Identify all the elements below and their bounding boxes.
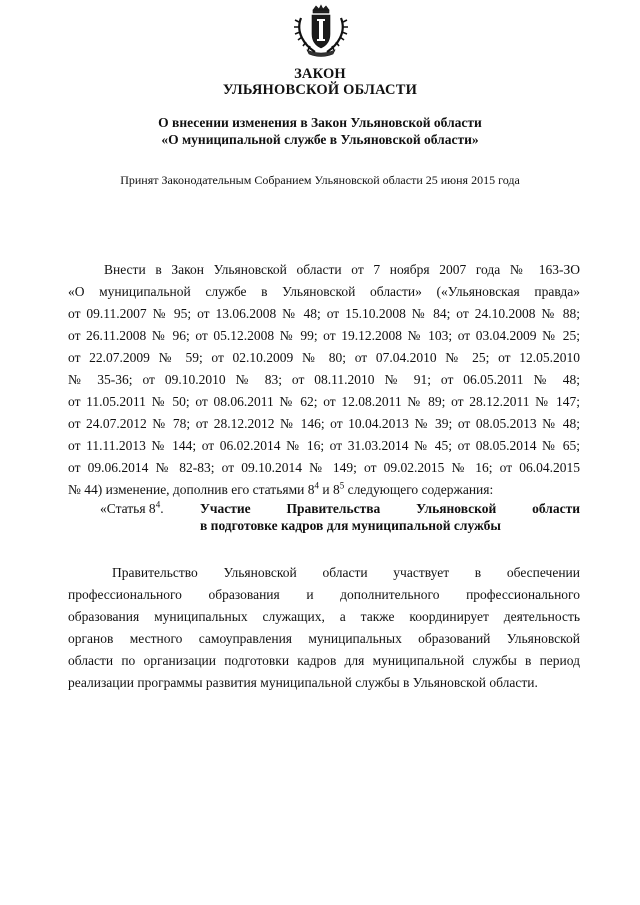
article-title-line1: Участие Правительства Ульяновской области [200, 501, 580, 516]
text-fragment: следующего содержания: [344, 482, 494, 497]
text-fragment: . [160, 501, 164, 516]
paragraph-line: от 09.11.2007 № 95; от 13.06.2008 № 48; от 15.10.2008 № 84; от 24.10.2008 № 88; [68, 306, 580, 321]
law-title-line2: УЛЬЯНОВСКОЙ ОБЛАСТИ [222, 82, 418, 98]
paragraph-line: от 09.06.2014 № 82-83; от 09.10.2014 № 149; от 09.02.2015 № 16; от 06.04.2015 [68, 460, 580, 475]
paragraph-line: «О муниципальной службе в Ульяновской области» («Ульяновская правда» [68, 284, 580, 299]
superscript: 4 [155, 499, 161, 510]
paragraph-line-last: реализации программы развития муниципальной службы в Ульяновской области. [68, 675, 538, 690]
law-subject-line1: О внесении изменения в Закон Ульяновской области [158, 115, 482, 130]
paragraph-line: от 26.11.2008 № 96; от 05.12.2008 № 99; от 19.12.2008 № 103; от 03.04.2009 № 25; [68, 328, 580, 343]
paragraph-line-last [68, 479, 580, 501]
superscript: 5 [339, 480, 345, 491]
text-fragment: «Статья 8 [100, 501, 156, 516]
coat-of-arms-emblem [293, 4, 349, 58]
paragraph-line: области по организации подготовки кадров для муниципальной службы в период [68, 653, 580, 668]
paragraph-line: образования муниципальных служащих, а также координирует деятельность [68, 609, 580, 624]
amendment-paragraph [68, 259, 580, 501]
article-title [200, 500, 580, 534]
paragraph-line: № 35-36; от 09.10.2010 № 83; от 08.11.2010 № 91; от 06.05.2011 № 48; [68, 372, 580, 387]
paragraph-line: Внести в Закон Ульяновской области от 7 ноября 2007 года № 163-ЗО [104, 262, 580, 277]
text-fragment: и 8 [318, 482, 340, 497]
article-paragraph [68, 562, 580, 694]
paragraph-line: органов местного самоуправления муниципальных образований Ульяновской [68, 631, 580, 646]
law-title-line1: ЗАКОН [294, 66, 346, 82]
article-title-line2: в подготовке кадров для муниципальной службы [200, 518, 501, 533]
paragraph-line: от 24.07.2012 № 78; от 28.12.2012 № 146; от 10.04.2013 № 39; от 08.05.2013 № 48; [68, 416, 580, 431]
law-title [0, 66, 640, 98]
paragraph-line: от 11.11.2013 № 144; от 06.02.2014 № 16; от 31.03.2014 № 45; от 08.05.2014 № 65; [68, 438, 580, 453]
paragraph-line: Правительство Ульяновской области участвует в обеспечении [112, 565, 580, 580]
superscript: 4 [314, 480, 319, 491]
paragraph-line: от 11.05.2011 № 50; от 08.06.2011 № 62; от 12.08.2011 № 89; от 28.12.2011 № 147; [68, 394, 580, 409]
paragraph-line: профессионального образования и дополнительного профессионального [68, 587, 580, 602]
text-fragment: № 44) изменение, дополнив его статьями 8 [68, 482, 315, 497]
law-subject [0, 114, 640, 148]
article-label [100, 500, 164, 517]
law-subject-line2: «О муниципальной службе в Ульяновской области» [161, 132, 479, 147]
adoption-note: Принят Законодательным Собранием Ульяновской области 25 июня 2015 года [120, 173, 520, 187]
paragraph-line: от 22.07.2009 № 59; от 02.10.2009 № 80; от 07.04.2010 № 25; от 12.05.2010 [68, 350, 580, 365]
